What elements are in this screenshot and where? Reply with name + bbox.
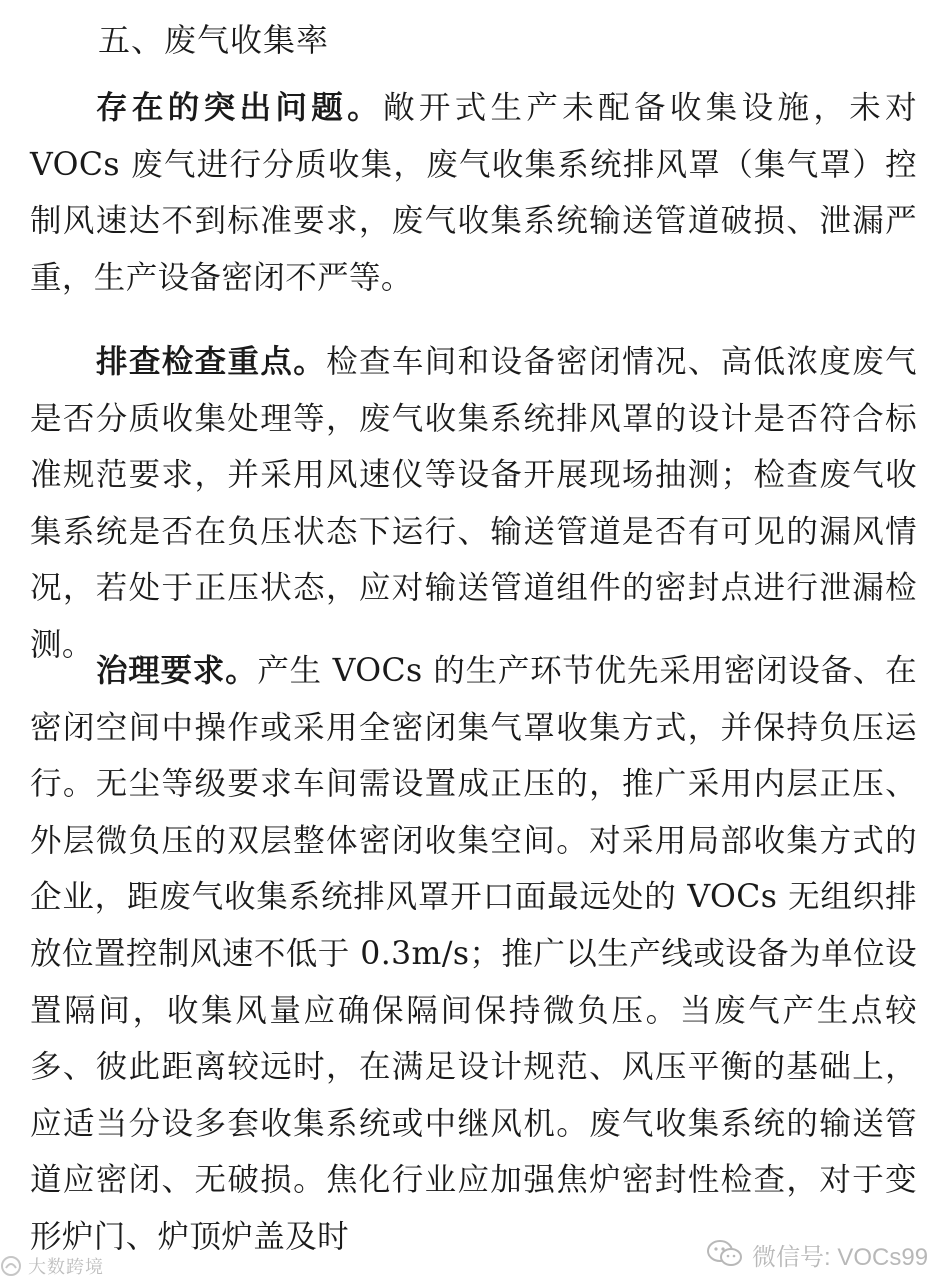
paragraph-body: 敞开式生产未配备收集设施，未对 VOCs 废气进行分质收集，废气收集系统排风罩（集气罩）控制风速达不到标准要求，废气收集系统输送管道破损、泄漏严重，生产设备密闭不严等。 xyxy=(30,90,917,296)
paragraph-problems xyxy=(30,80,917,306)
wechat-icon xyxy=(706,1239,744,1269)
paragraph-lead: 存在的突出问题。 xyxy=(96,89,383,126)
section-heading: 五、废气收集率 xyxy=(98,21,330,59)
brand-logo-icon xyxy=(0,1255,22,1277)
watermark-account: 微信号: VOCs99 xyxy=(752,1243,929,1271)
paragraph-inspection-focus xyxy=(30,334,917,674)
watermark-right xyxy=(706,1236,928,1272)
paragraph-lead: 排查检查重点。 xyxy=(96,343,327,380)
watermark-left xyxy=(0,1252,104,1280)
paragraph-lead: 治理要求。 xyxy=(96,652,258,689)
watermark-brand: 大数跨境 xyxy=(28,1257,104,1277)
paragraph-requirements xyxy=(30,643,917,1266)
paragraph-body: 产生 VOCs 的生产环节优先采用密闭设备、在密闭空间中操作或采用全密闭集气罩收集方式，并保持负压运行。无尘等级要求车间需设置成正压的，推广采用内层正压、外层微负压的双层整体密闭收集空间。对采用局部收集方式的企业，距废气收集系统排风罩开口面最远处的 VOCs 无组织排放位置控制风速不低于 0.3m/s；推广以生产线或设备为单位设置隔间，收集风量应确保隔间保持微负压。当废气产生点较多、彼此距离较远时，在满足设计规范、风压平衡的基础上，应适当分设多套收集系统或中继风机。废气收集系统的输送管道应密闭、无破损。焦化行业应加强焦炉密封性检查，对于变形炉门、炉顶炉盖及时 xyxy=(30,653,917,1255)
paragraph-body: 检查车间和设备密闭情况、高低浓度废气是否分质收集处理等，废气收集系统排风罩的设计是否符合标准规范要求，并采用风速仪等设备开展现场抽测；检查废气收集系统是否在负压状态下运行、输送管道是否有可见的漏风情况，若处于正压状态，应对输送管道组件的密封点进行泄漏检测。 xyxy=(30,344,917,663)
